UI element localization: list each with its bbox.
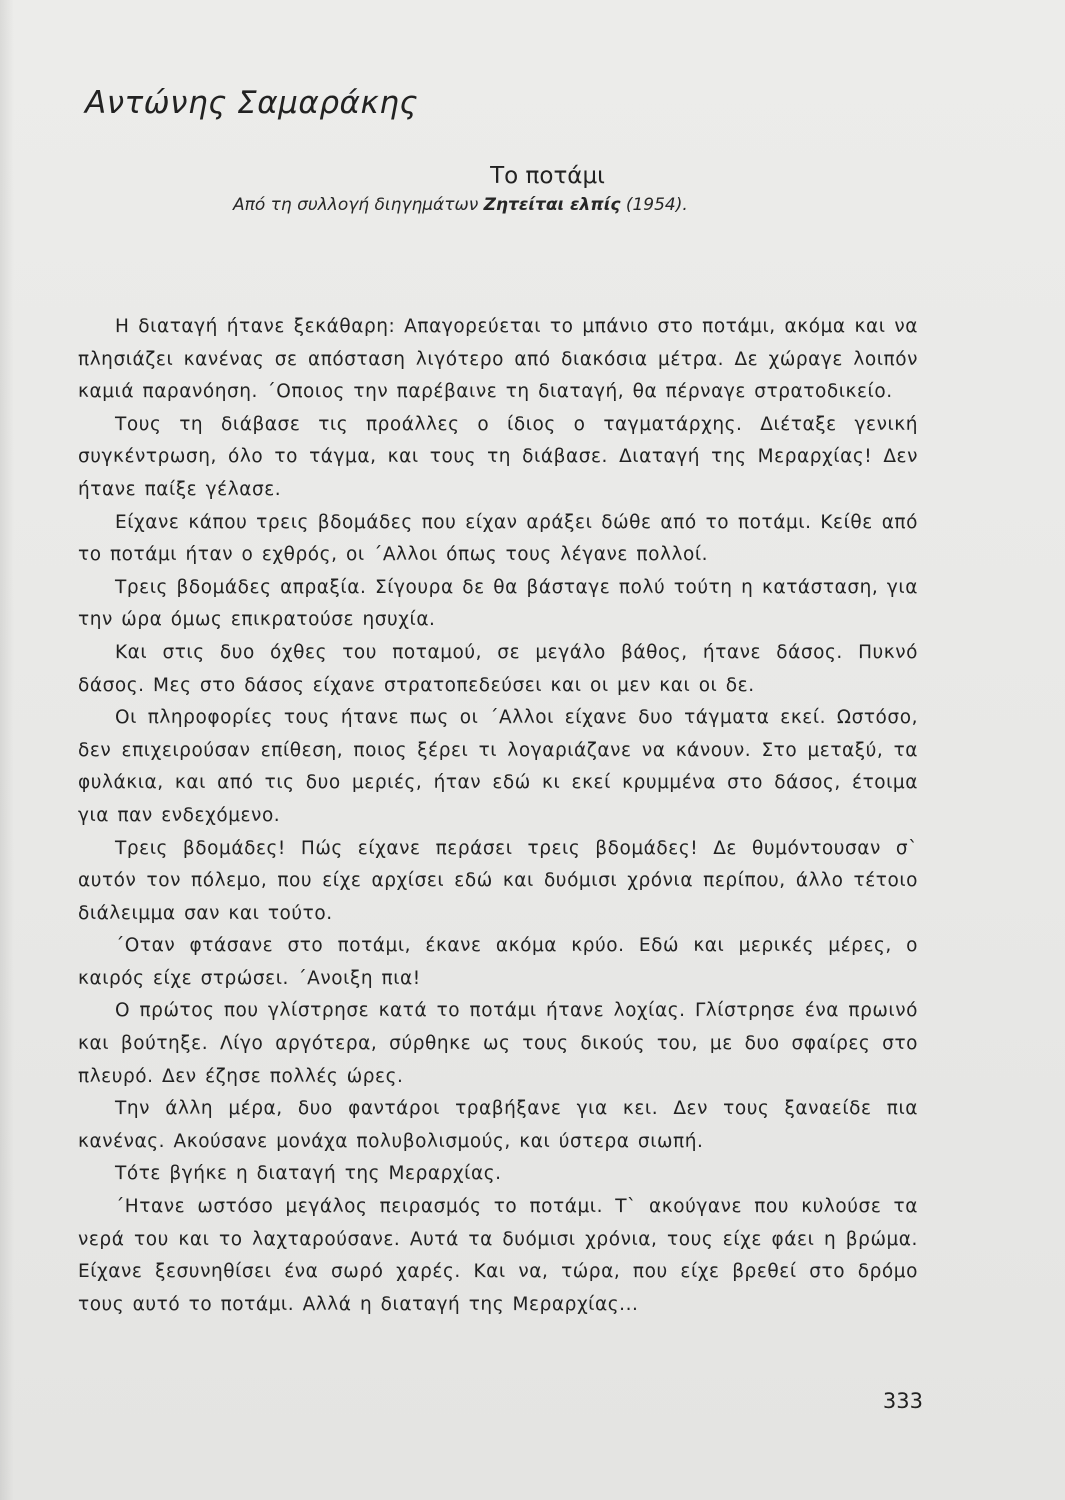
paragraph: Η διαταγή ήτανε ξεκάθαρη: Απαγορεύεται το μπάνιο στο ποτάμι, ακόμα και να πλησιάζει κανένας σε απόσταση λιγότερο από διακόσια μέτρα. Δε χώραγε λοιπόν καμιά παρανόηση. ΄Οποιος την παρέβαινε τη διαταγή, θα πέρναγε στρατοδικείο. <box>78 316 918 403</box>
paragraph: Τρεις βδομάδες! Πώς είχανε περάσει τρεις βδομάδες! Δε θυμόντουσαν σ` αυτόν τον πόλεμο, που είχε αρχίσει εδώ και δυόμισι χρόνια περίπου, άλλο τέτοιο διάλειμμα σαν και τούτο. <box>78 837 918 924</box>
page-number: 333 <box>882 1389 923 1413</box>
paragraph: Τους τη διάβασε τις προάλλες ο ίδιος ο ταγματάρχης. Διέταξε γενική συγκέντρωση, όλο το τάγμα, και τους τη διάβασε. Διαταγή της Μεραρχίας! Δεν ήτανε παίξε γέλασε. <box>78 413 918 500</box>
story-title: Το ποτάμι <box>490 163 605 189</box>
author-name: Αντώνης Σαμαράκης <box>85 85 419 121</box>
story-subtitle <box>233 195 688 215</box>
paragraph: Ο πρώτος που γλίστρησε κατά το ποτάμι ήτανε λοχίας. Γλίστρησε ένα πρωινό και βούτηξε. Λίγο αργότερα, σύρθηκε ως τους δικούς του, με δυο σφαίρες στο πλευρό. Δεν έζησε πολλές ώρες. <box>78 1000 918 1087</box>
story-body <box>78 311 918 1321</box>
page-edge-shadow <box>0 0 14 1500</box>
paragraph: Την άλλη μέρα, δυο φαντάροι τραβήξανε για κει. Δεν τους ξαναείδε πια κανένας. Ακούσανε μονάχα πολυβολισμούς, και ύστερα σιωπή. <box>78 1098 918 1152</box>
paragraph: Είχανε κάπου τρεις βδομάδες που είχαν αράξει δώθε από το ποτάμι. Κείθε από το ποτάμι ήταν ο εχθρός, οι ΄Αλλοι όπως τους λέγανε πολλοί. <box>78 511 918 566</box>
paragraph: Τρεις βδομάδες απραξία. Σίγουρα δε θα βάσταγε πολύ τούτη η κατάσταση, για την ώρα όμως επικρατούσε ησυχία. <box>78 576 918 631</box>
paragraph: Τότε βγήκε η διαταγή της Μεραρχίας. <box>115 1163 502 1185</box>
subtitle-prefix: Από τη συλλογή διηγημάτων <box>233 195 484 215</box>
paragraph: ΄Ητανε ωστόσο μεγάλος πειρασμός το ποτάμι. Τ` ακούγανε που κυλούσε τα νερά του και το λαχταρούσανε. Αυτά τα δυόμισι χρόνια, τους είχε φάει η βρώμα. Είχανε ξεσυνηθίσει ένα σωρό χαρές. Και να, τώρα, που είχε βρεθεί στο δρόμο τους αυτό το ποτάμι. Αλλά η διαταγή της Μεραρχίας... <box>78 1196 918 1315</box>
subtitle-suffix: (1954). <box>620 195 688 215</box>
book-title: Ζητείται ελπίς <box>483 195 621 215</box>
paragraph: Οι πληροφορίες τους ήτανε πως οι ΄Αλλοι είχανε δυο τάγματα εκεί. Ωστόσο, δεν επιχειρούσαν επίθεση, ποιος ξέρει τι λογαριάζανε να κάνουν. Στο μεταξύ, τα φυλάκια, και από τις δυο μεριές, ήταν εδώ κι εκεί κρυμμένα στο δάσος, έτοιμα για παν ενδεχόμενο. <box>78 707 918 826</box>
paragraph: ΄Οταν φτάσανε στο ποτάμι, έκανε ακόμα κρύο. Εδώ και μερικές μέρες, ο καιρός είχε στρώσει. ΄Ανοιξη πια! <box>78 935 918 989</box>
paragraph: Και στις δυο όχθες του ποταμού, σε μεγάλο βάθος, ήτανε δάσος. Πυκνό δάσος. Μες στο δάσος είχανε στρατοπεδεύσει και οι μεν και οι δε. <box>78 641 918 696</box>
